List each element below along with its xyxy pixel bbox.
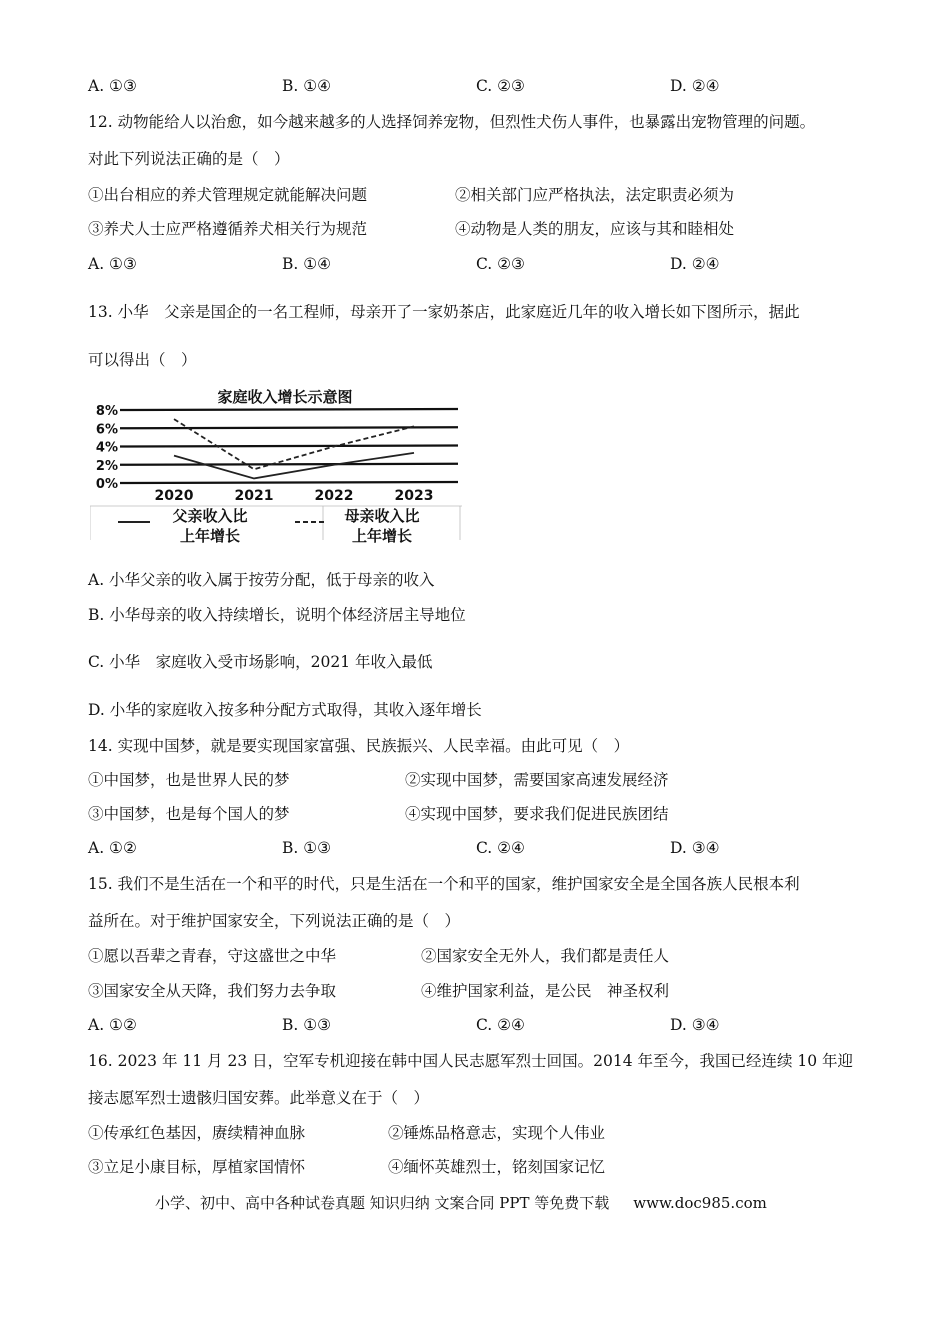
q15-stem-line1: 15. 我们不是生活在一个和平的时代，只是生活在一个和平的国家，维护国家安全是全国各族人民根本利 [88, 875, 800, 893]
q13-option-d[interactable]: D. 小华的家庭收入按多种分配方式取得，其收入逐年增长 [88, 701, 482, 719]
gridline [120, 446, 458, 447]
q12-option-a[interactable]: A. ①③ [88, 255, 137, 273]
q12-option-c[interactable]: C. ②③ [476, 255, 525, 273]
footer-url[interactable]: www.doc985.com [633, 1194, 767, 1212]
q12-statement-4: ④动物是人类的朋友，应该与其和睦相处 [455, 220, 735, 238]
q14-statement-4: ④实现中国梦，要求我们促进民族团结 [405, 805, 669, 823]
q13-option-a[interactable]: A. 小华父亲的收入属于按劳分配，低于母亲的收入 [88, 571, 435, 589]
y-tick-label: 0% [95, 477, 118, 492]
q11-option-d[interactable]: D. ②④ [670, 77, 720, 95]
q13-stem-line2: 可以得出（ ） [88, 351, 197, 369]
y-tick-label: 2% [95, 458, 118, 474]
q16-statement-3: ③立足小康目标，厚植家国情怀 [88, 1158, 306, 1176]
q15-option-a[interactable]: A. ①② [88, 1016, 137, 1034]
footer-text: 小学、初中、高中各种试卷真题 知识归纳 文案合同 PPT 等免费下载 [155, 1194, 610, 1212]
q11-option-a[interactable]: A. ①③ [88, 77, 137, 95]
x-tick-label: 2020 [154, 488, 194, 504]
chart-y-axis [96, 404, 118, 492]
q11-option-c[interactable]: C. ②③ [476, 77, 525, 95]
gridline [120, 427, 458, 428]
y-tick-label: 6% [95, 422, 118, 438]
legend-label-line2: 上年增长 [179, 527, 241, 544]
y-tick-label: 4% [95, 440, 118, 456]
q16-statement-4: ④缅怀英雄烈士，铭刻国家记忆 [388, 1158, 606, 1176]
q15-statement-1: ①愿以吾辈之青春，守这盛世之中华 [88, 947, 337, 965]
q11-option-b[interactable]: B. ①④ [282, 77, 332, 95]
page-footer [155, 1192, 767, 1213]
q15-statement-4: ④维护国家利益，是公民 神圣权利 [421, 982, 670, 1000]
q16-statement-1: ①传承红色基因，赓续精神血脉 [88, 1124, 306, 1142]
q14-option-c[interactable]: C. ②④ [476, 839, 525, 857]
legend-label-line2: 上年增长 [351, 527, 413, 544]
gridline [120, 482, 458, 483]
q12-statement-3: ③养犬人士应严格遵循养犬相关行为规范 [88, 220, 368, 238]
q15-statement-2: ②国家安全无外人，我们都是责任人 [421, 947, 670, 965]
gridline [120, 409, 458, 410]
q14-statement-2: ②实现中国梦，需要国家高速发展经济 [405, 771, 669, 789]
q15-statement-3: ③国家安全从天降，我们努力去争取 [88, 982, 337, 1000]
chart-title: 家庭收入增长示意图 [217, 388, 353, 406]
q14-stem: 14. 实现中国梦，就是要实现国家富强、民族振兴、人民幸福。由此可见（ ） [88, 737, 630, 755]
q12-statement-2: ②相关部门应严格执法，法定职责必须为 [455, 186, 735, 204]
x-tick-label: 2023 [394, 488, 434, 504]
q14-option-d[interactable]: D. ③④ [670, 839, 720, 857]
q12-statement-1: ①出台相应的养犬管理规定就能解决问题 [88, 186, 368, 204]
q14-statement-3: ③中国梦，也是每个国人的梦 [88, 805, 290, 823]
q12-option-b[interactable]: B. ①④ [282, 255, 332, 273]
q12-stem-line2: 对此下列说法正确的是（ ） [88, 150, 290, 168]
q13-option-c[interactable]: C. 小华 家庭收入受市场影响，2021 年收入最低 [88, 653, 433, 671]
q14-statement-1: ①中国梦，也是世界人民的梦 [88, 771, 290, 789]
x-tick-label: 2022 [314, 488, 354, 504]
q12-option-d[interactable]: D. ②④ [670, 255, 720, 273]
income-growth-chart [90, 382, 462, 544]
q15-option-c[interactable]: C. ②④ [476, 1016, 525, 1034]
q13-stem-line1: 13. 小华 父亲是国企的一名工程师，母亲开了一家奶茶店，此家庭近几年的收入增长如下图所示，据此 [88, 303, 800, 321]
gridline [120, 464, 458, 465]
q14-option-b[interactable]: B. ①③ [282, 839, 332, 857]
q16-stem-line1: 16. 2023 年 11 月 23 日，空军专机迎接在韩中国人民志愿军烈士回国。2014 年至今，我国已经连续 10 年迎 [88, 1052, 854, 1070]
q12-stem-line1: 12. 动物能给人以治愈，如今越来越多的人选择饲养宠物，但烈性犬伤人事件，也暴露出宠物管理的问题。 [88, 113, 816, 131]
q15-option-d[interactable]: D. ③④ [670, 1016, 720, 1034]
x-tick-label: 2021 [234, 488, 274, 504]
q14-option-a[interactable]: A. ①② [88, 839, 137, 857]
q16-stem-line2: 接志愿军烈士遗骸归国安葬。此举意义在于（ ） [88, 1089, 430, 1107]
y-tick-label: 8% [95, 404, 118, 419]
q15-option-b[interactable]: B. ①③ [282, 1016, 332, 1034]
legend-label-line1: 母亲收入比 [344, 507, 420, 525]
legend-label-line1: 父亲收入比 [172, 507, 248, 525]
q13-option-b[interactable]: B. 小华母亲的收入持续增长，说明个体经济居主导地位 [88, 606, 466, 624]
q16-statement-2: ②锤炼品格意志，实现个人伟业 [388, 1124, 606, 1142]
q15-stem-line2: 益所在。对于维护国家安全，下列说法正确的是（ ） [88, 912, 461, 930]
